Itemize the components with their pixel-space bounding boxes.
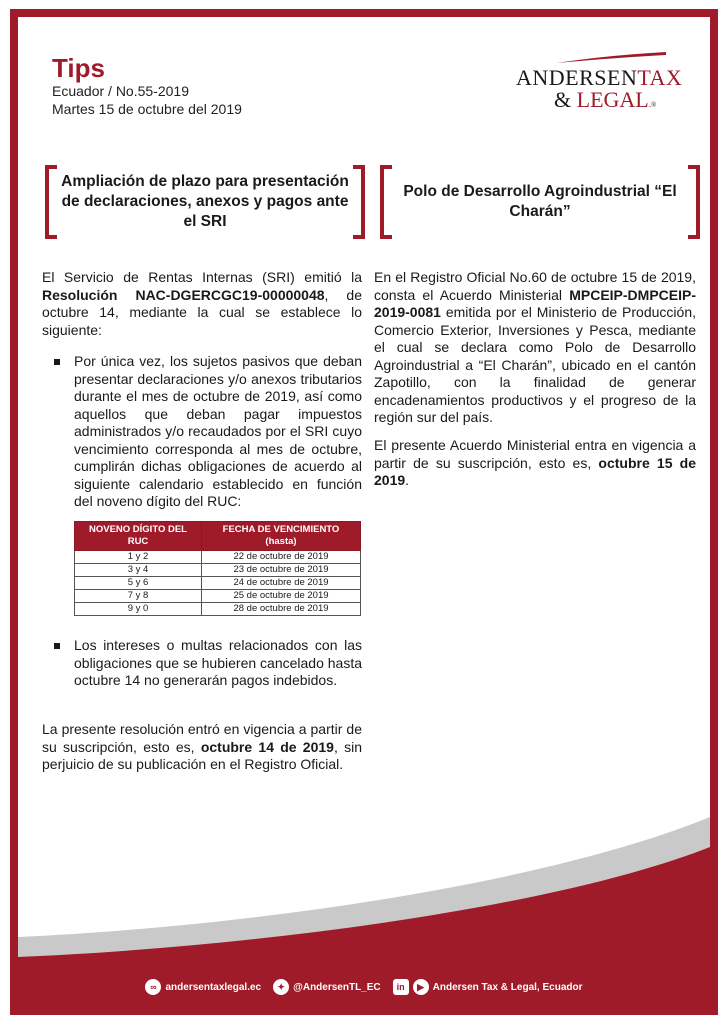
footer-website-link[interactable]: andersentaxlegal.ec	[165, 981, 262, 993]
link-icon: ∞	[145, 979, 161, 995]
footer-company-name: Andersen Tax & Legal, Ecuador	[432, 981, 583, 993]
logo-registered-mark: ®	[650, 101, 657, 109]
table-row: 5 y 6 24 de octubre de 2019	[75, 577, 361, 590]
left-closing-paragraph: La presente resolución entró en vigencia a partir de su suscripción, esto es, octubre 14 de 2019, sin perjuicio de su publicación en el Registro Oficial.	[42, 721, 362, 772]
newsletter-title: Tips	[52, 53, 105, 83]
table-header-date: FECHA DE VENCIMIENTO (hasta)	[202, 522, 361, 551]
effective-date-right: octubre 15 de 2019	[374, 454, 696, 488]
logo-ampersand: &	[554, 87, 572, 112]
logo-word-tax: TAX	[637, 65, 683, 90]
youtube-icon[interactable]: ▶	[413, 979, 429, 995]
table-row: 1 y 2 22 de octubre de 2019	[75, 551, 361, 564]
table-row: 9 y 0 28 de octubre de 2019	[75, 603, 361, 616]
bullet-item-2: Los intereses o multas relacionados con las obligaciones que se hubieren cancelado hasta octubre 14 no generarán pagos indebidos.	[52, 637, 362, 690]
right-section-heading-box	[380, 165, 700, 239]
twitter-icon: ✦	[273, 979, 289, 995]
linkedin-icon[interactable]: in	[393, 979, 409, 995]
andersen-logo: ANDERSENTAX & LEGAL.®	[516, 51, 676, 111]
left-section-heading: Ampliación de plazo para presentación de declaraciones, anexos y pagos ante el SRI	[61, 173, 349, 230]
resolution-number: Resolución NAC-DGERCGC19-00000048	[42, 286, 325, 303]
right-paragraph-1: En el Registro Oficial No.60 de octubre 15 de 2019, consta el Acuerdo Ministerial MPCEIP-DMPCEIP-2019-0081 emitida por el Ministerio de Producción, Comercio Exterior, Inversiones y Pesca, mediante el cual se declara como Polo de Desarrollo Agroindustrial a “El Charán”, ubicado en el cantón Zapotillo, con la finalidad de generar encadenamientos productivos y el progreso de la región sur del país.	[374, 269, 696, 425]
footer-twitter-link[interactable]: @AndersenTL_EC	[293, 981, 381, 993]
bullet-item-1: Por única vez, los sujetos pasivos que deban presentar declaraciones y/o anexos tributarios durante el mes de octubre de 2019, así como aquellos que deban pagar impuestos administrados y/o recaudados por el SRI cuyo vencimiento corresponda al mes de octubre, cumplirán dichas obligaciones de acuerdo al siguiente calendario establecido en función del noveno dígito del RUC:	[52, 353, 362, 511]
logo-word-legal: LEGAL	[576, 87, 649, 112]
agreement-number: MPCEIP-DMPCEIP-2019-0081	[374, 286, 696, 320]
table-row: 3 y 4 23 de octubre de 2019	[75, 564, 361, 577]
edition-number: Ecuador / No.55-2019	[52, 83, 189, 99]
deadline-calendar-table	[74, 521, 361, 616]
publication-date: Martes 15 de octubre del 2019	[52, 101, 242, 117]
right-paragraph-2: El presente Acuerdo Ministerial entra en vigencia a partir de su suscripción, esto es, octubre 15 de 2019.	[374, 437, 696, 488]
effective-date-left: octubre 14 de 2019	[200, 738, 334, 755]
table-header-digit: NOVENO DÍGITO DEL RUC	[75, 522, 202, 551]
table-row: 7 y 8 25 de octubre de 2019	[75, 590, 361, 603]
page-frame	[10, 9, 718, 1015]
left-intro-paragraph: El Servicio de Rentas Internas (SRI) emitió la Resolución NAC-DGERCGC19-00000048, de octubre 14, mediante la cual se establece lo siguiente:	[42, 269, 362, 338]
footer-contact-bar	[18, 979, 710, 995]
left-section-heading-box	[45, 165, 365, 239]
right-section-heading: Polo de Desarrollo Agroindustrial “El Charán”	[403, 183, 677, 220]
logo-word-andersen: ANDERSEN	[516, 65, 638, 90]
